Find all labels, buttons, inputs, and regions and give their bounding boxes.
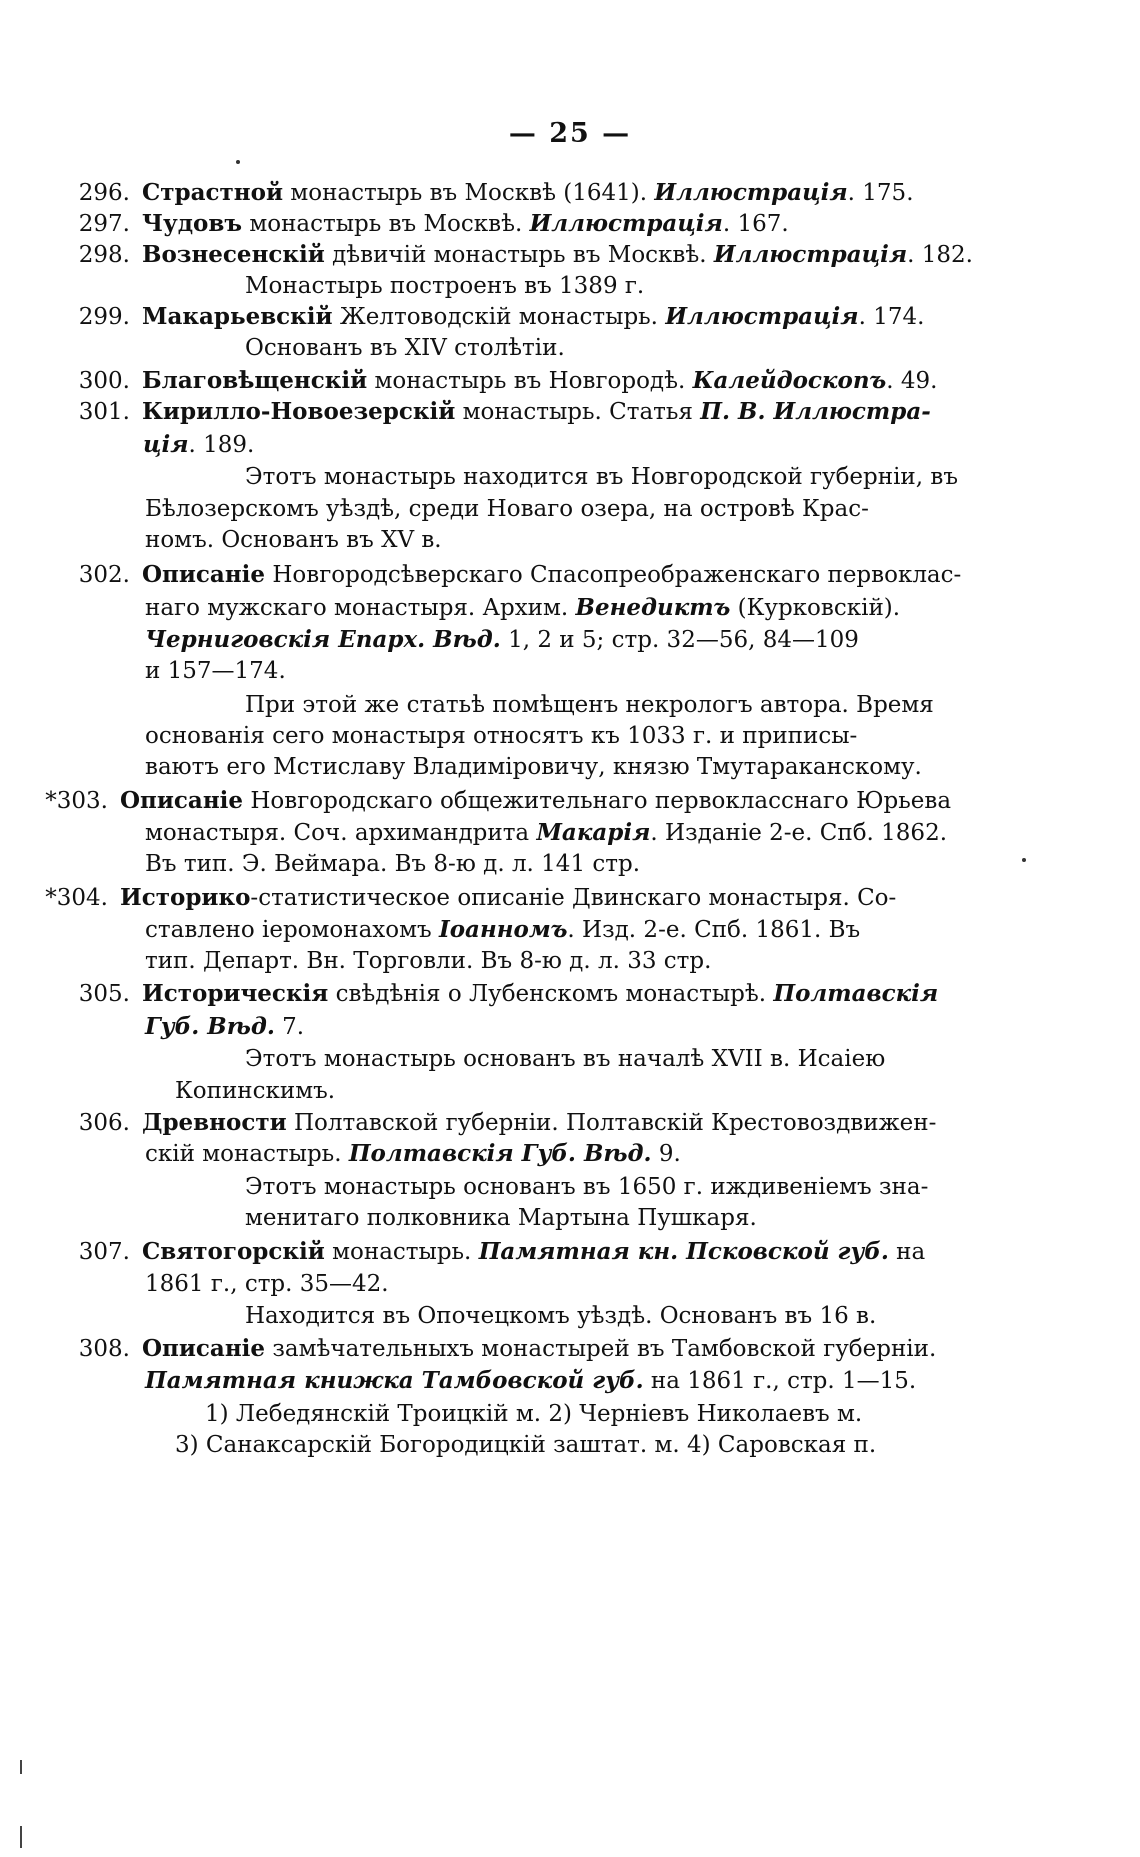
entry-text: . Изданіе 2-е. Спб. 1862. [650,820,948,846]
entry-text: замѣчательныхъ монастырей въ Тамбовской губерніи. [265,1336,937,1362]
entry-number: 298. [78,242,130,268]
entry-text: скій монастырь. [145,1141,349,1167]
catalog-text-line [145,818,947,848]
catalog-entry-line [52,178,914,208]
entry-title: Описаніе [120,787,244,814]
entry-text: -статистическое описаніе Двинскаго монастыря. Со- [250,885,897,911]
catalog-text-line [205,1399,862,1429]
entry-title: Описаніе [142,561,266,588]
entry-number: 307. [78,1239,130,1265]
catalog-text-line [145,1012,304,1042]
source-title: Черниговскія Епарх. Вѣд. [145,626,501,653]
scan-edge-mark [20,1826,22,1848]
entry-title: Вознесенскій [142,241,325,268]
source-title: Макарія [536,819,651,846]
catalog-text-line [245,1203,757,1233]
entry-text: тип. Департ. Вн. Торговли. Въ 8-ю д. л. 33 стр. [145,948,712,974]
catalog-text-line [175,1076,335,1106]
entry-text: ставлено іеромонахомъ [145,917,439,943]
entry-text: Полтавской губерніи. Полтавскій Крестовоздвижен- [286,1110,937,1136]
source-title: Калейдоскопъ [692,367,887,394]
entry-title: Страстной [142,179,284,206]
catalog-text-line [145,849,640,879]
entry-text: Копинскимъ. [175,1078,336,1104]
entry-text: . Изд. 2-е. Спб. 1861. Въ [567,917,861,943]
entry-text: Желтоводскій монастырь. [332,304,666,330]
entry-title: Историческія [142,980,329,1007]
entry-text: 1861 г., стр. 35—42. [145,1271,389,1297]
entry-text: Находится въ Опочецкомъ уѣздѣ. Основанъ въ 16 в. [245,1303,877,1329]
entry-text: наго мужскаго монастыря. Архим. [145,595,576,621]
entry-text: 7. [274,1014,305,1040]
entry-title: Макарьевскій [142,303,333,330]
entry-number: 296. [78,180,130,206]
catalog-text-line [245,1172,928,1202]
catalog-text-line [245,690,934,720]
entry-number: 299. [78,304,130,330]
catalog-text-line [245,1301,876,1331]
entry-text: Бѣлозерскомъ уѣздѣ, среди Новаго озера, на островѣ Крас- [145,496,869,522]
entry-text: 1, 2 и 5; стр. 32—56, 84—109 [500,627,859,653]
catalog-text-line [145,525,442,555]
entry-title: Святогорскій [142,1238,325,1265]
source-title: Иллюстрація [654,179,848,206]
entry-text: Этотъ монастырь основанъ въ 1650 г. иждивеніемъ зна- [245,1174,929,1200]
entry-text: . 174. [858,304,925,330]
catalog-text-line [145,915,860,945]
catalog-text-line [245,1044,885,1074]
source-title: Памятная книжка Тамбовской губ. [145,1367,644,1394]
entry-text: . 49. [886,368,938,394]
entry-text: . 189. [188,432,255,458]
entry-text: номъ. Основанъ въ XV в. [145,527,442,553]
source-title: Іоанномъ [438,916,568,943]
catalog-entry-line [52,397,931,427]
catalog-text-line [145,494,869,524]
scan-edge-mark [20,1760,22,1774]
entry-text: . 167. [722,211,789,237]
entry-title: Описаніе [142,1335,266,1362]
entry-text: менитаго полковника Мартына Пушкаря. [245,1205,757,1231]
entry-number: *304. [45,885,108,911]
entry-text: 1) Лебедянскій Троицкій м. 2) Черніевъ Николаевъ м. [205,1401,863,1427]
entry-text: и 157—174. [145,658,286,684]
entry-text: монастырь. Статья [455,399,701,425]
entry-text: Этотъ монастырь основанъ въ началѣ XVII в. Исаіею [245,1046,886,1072]
source-title: Иллюстрація [665,303,859,330]
entry-text: 3) Санаксарскій Богородицкій заштат. м. 4) Саровская п. [175,1432,877,1458]
catalog-text-line [145,752,922,782]
catalog-entry-line [52,1237,925,1267]
entry-number: *303. [45,788,108,814]
entry-title: Чудовъ [142,210,243,237]
entry-text: Новгородсѣверскаго Спасопреображенскаго первоклас- [265,562,962,588]
catalog-entry-line [52,240,973,270]
catalog-text-line [245,462,958,492]
entry-number: 308. [78,1336,130,1362]
entry-text: Этотъ монастырь находится въ Новгородской губерніи, въ [245,464,958,490]
entry-text: монастырь въ Новгородѣ. [367,368,693,394]
entry-text: монастырь въ Москвѣ (1641). [283,180,655,206]
entry-text: Основанъ въ XIV столѣтіи. [245,335,565,361]
entry-text: . 175. [847,180,914,206]
catalog-text-line [175,1430,876,1460]
source-title: ція [143,431,189,458]
source-title: Иллюстрація [713,241,908,268]
catalog-entry-line [52,209,789,239]
source-title: Венедиктъ [575,594,731,621]
entry-title: Кирилло-Новоезерскій [142,398,456,425]
catalog-text-line [145,593,900,623]
entry-text: основанія сего монастыря относятъ къ 1033 г. и приписы- [145,723,858,749]
entry-text: При этой же статьѣ помѣщенъ некрологъ автора. Время [245,692,934,718]
entry-text: Монастырь построенъ въ 1389 г. [245,273,645,299]
entry-title: Древности [142,1109,287,1136]
catalog-text-line [145,656,286,686]
entry-number: 305. [78,981,130,1007]
source-title: Полтавскія [773,980,939,1007]
catalog-entry-line [30,786,951,816]
source-title: Губ. Вѣд. [145,1013,275,1040]
catalog-text-line [145,1139,681,1169]
entry-number: 297. [78,211,130,237]
catalog-text-line [145,721,857,751]
entry-text: (Курковскій). [730,595,901,621]
entry-text: монастырь. [324,1239,479,1265]
entry-number: 300. [78,368,130,394]
entry-text: монастыря. Соч. архимандрита [145,820,537,846]
catalog-text-line [145,625,859,655]
entry-text: Новгородскаго общежительнаго первокласснаго Юрьева [243,788,952,814]
catalog-entry-line [30,883,896,913]
source-title: Полтавскія Губ. Вѣд. [348,1140,652,1167]
entry-text: 9. [651,1141,681,1167]
source-title: П. В. Иллюстра- [700,398,931,425]
catalog-text-line [145,1269,389,1299]
source-title: Иллюстрація [529,210,723,237]
entry-text: дѣвичій монастырь въ Москвѣ. [324,242,714,268]
entry-text: на [888,1239,926,1265]
print-speck [1022,858,1026,862]
entry-title: Благовѣщенскій [142,367,368,394]
catalog-text-line [143,430,254,460]
entry-text: свѣдѣнія о Лубенскомъ монастырѣ. [328,981,774,1007]
entry-number: 302. [78,562,130,588]
catalog-entry-line [52,302,924,332]
catalog-text-line [245,333,565,363]
entry-number: 301. [78,399,130,425]
page-number: — 25 — [508,118,632,149]
entry-text: . 182. [907,242,973,268]
catalog-entry-line [52,1334,936,1364]
catalog-entry-line [52,1108,936,1138]
catalog-entry-line [52,366,937,396]
entry-number: 306. [78,1110,130,1136]
catalog-entry-line [52,979,938,1009]
print-speck [236,160,240,164]
catalog-text-line [245,271,644,301]
entry-text: монастырь въ Москвѣ. [242,211,530,237]
entry-title: Историко [120,884,251,911]
entry-text: на 1861 г., стр. 1—15. [643,1368,917,1394]
entry-text: ваютъ его Мстиславу Владиміровичу, князю Тмутараканскому. [145,754,922,780]
entry-text: Въ тип. Э. Веймара. Въ 8-ю д. л. 141 стр. [145,851,641,877]
source-title: Памятная кн. Псковской губ. [478,1238,889,1265]
catalog-text-line [145,1366,916,1396]
catalog-text-line [145,946,711,976]
catalog-entry-line [52,560,961,590]
